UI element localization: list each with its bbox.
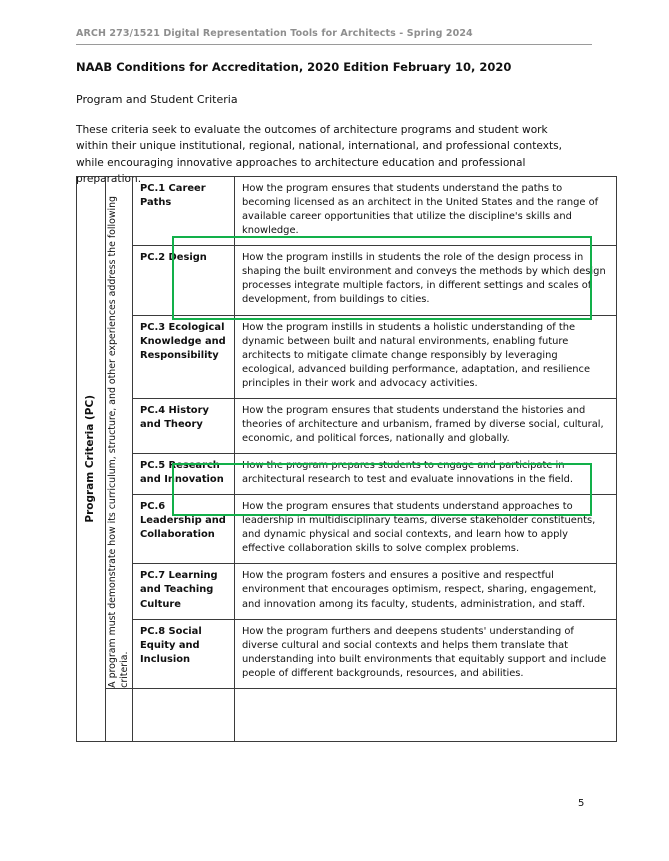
header-divider bbox=[76, 44, 592, 45]
sub-label-text: A program must demonstrate how its curriculum, structure, and other experiences address the following criteria. bbox=[106, 196, 130, 688]
criterion-description: How the program instills in students the role of the design process in shaping the built environment and conveys the methods by which design processes integrate multiple factors, in different settings and scales of development, from buildings to cities. bbox=[235, 246, 617, 315]
table-row bbox=[77, 246, 617, 315]
criterion-code: PC.3 Ecological Knowledge and Responsibility bbox=[133, 315, 235, 398]
page-number: 5 bbox=[578, 798, 585, 809]
criterion-description: How the program ensures that students understand the paths to becoming licensed as an architect in the United States and the range of available career opportunities that utilize the discipline's skills and knowledge. bbox=[235, 177, 617, 246]
group-label-cell bbox=[77, 177, 106, 742]
criterion-code: PC.1 Career Paths bbox=[133, 177, 235, 246]
criterion-code: PC.8 Social Equity and Inclusion bbox=[133, 619, 235, 688]
intro-paragraph: These criteria seek to evaluate the outcomes of architecture programs and student work within their unique institutional, regional, national, international, and professional contexts, while encouraging innovative approaches to architecture education and professional preparation. bbox=[76, 124, 563, 186]
criterion-description: How the program furthers and deepens students' understanding of diverse cultural and social contexts and helps them translate that understanding into built environments that equitably support and include people of different backgrounds, resources, and abilities. bbox=[235, 619, 617, 688]
criterion-description: How the program ensures that students understand approaches to leadership in multidisciplinary teams, diverse stakeholder constituents, and dynamic physical and social contexts, and learn how to apply effective collaboration skills to solve complex problems. bbox=[235, 495, 617, 564]
criterion-description: How the program fosters and ensures a positive and respectful environment that encourages optimism, respect, sharing, engagement, and innovation among its faculty, students, administration, and staff. bbox=[235, 564, 617, 619]
criterion-description: How the program instills in students a holistic understanding of the dynamic between built and natural environments, enabling future architects to mitigate climate change responsibly by leveraging ecological, advanced building performance, adaptation, and resilience principles in their work and advocacy activities. bbox=[235, 315, 617, 398]
criterion-code: PC.5 Research and Innovation bbox=[133, 454, 235, 495]
empty-cell-code bbox=[133, 688, 235, 741]
criterion-code: PC.4 History and Theory bbox=[133, 398, 235, 453]
document-title: NAAB Conditions for Accreditation, 2020 Edition February 10, 2020 bbox=[76, 60, 512, 74]
table-row bbox=[77, 177, 617, 246]
table-row bbox=[77, 495, 617, 564]
table-row bbox=[77, 315, 617, 398]
sub-label-cell bbox=[106, 177, 133, 689]
empty-cell-desc bbox=[235, 688, 617, 741]
criterion-description: How the program prepares students to engage and participate in architectural research to test and evaluate innovations in the field. bbox=[235, 454, 617, 495]
table-row bbox=[77, 398, 617, 453]
table-row bbox=[77, 619, 617, 688]
table-row-empty bbox=[77, 688, 617, 741]
criterion-code: PC.6 Leadership and Collaboration bbox=[133, 495, 235, 564]
empty-cell-sub bbox=[106, 688, 133, 741]
criterion-code: PC.2 Design bbox=[133, 246, 235, 315]
table-row bbox=[77, 454, 617, 495]
criterion-description: How the program ensures that students understand the histories and theories of architecture and urbanism, framed by diverse social, cultural, economic, and political forces, nationally and globally. bbox=[235, 398, 617, 453]
table-row bbox=[77, 564, 617, 619]
running-header: ARCH 273/1521 Digital Representation Tools for Architects - Spring 2024 bbox=[76, 28, 473, 39]
document-subtitle: Program and Student Criteria bbox=[76, 93, 238, 106]
program-criteria-table bbox=[76, 176, 617, 742]
criterion-code: PC.7 Learning and Teaching Culture bbox=[133, 564, 235, 619]
group-label-text: Program Criteria (PC) bbox=[84, 395, 97, 523]
